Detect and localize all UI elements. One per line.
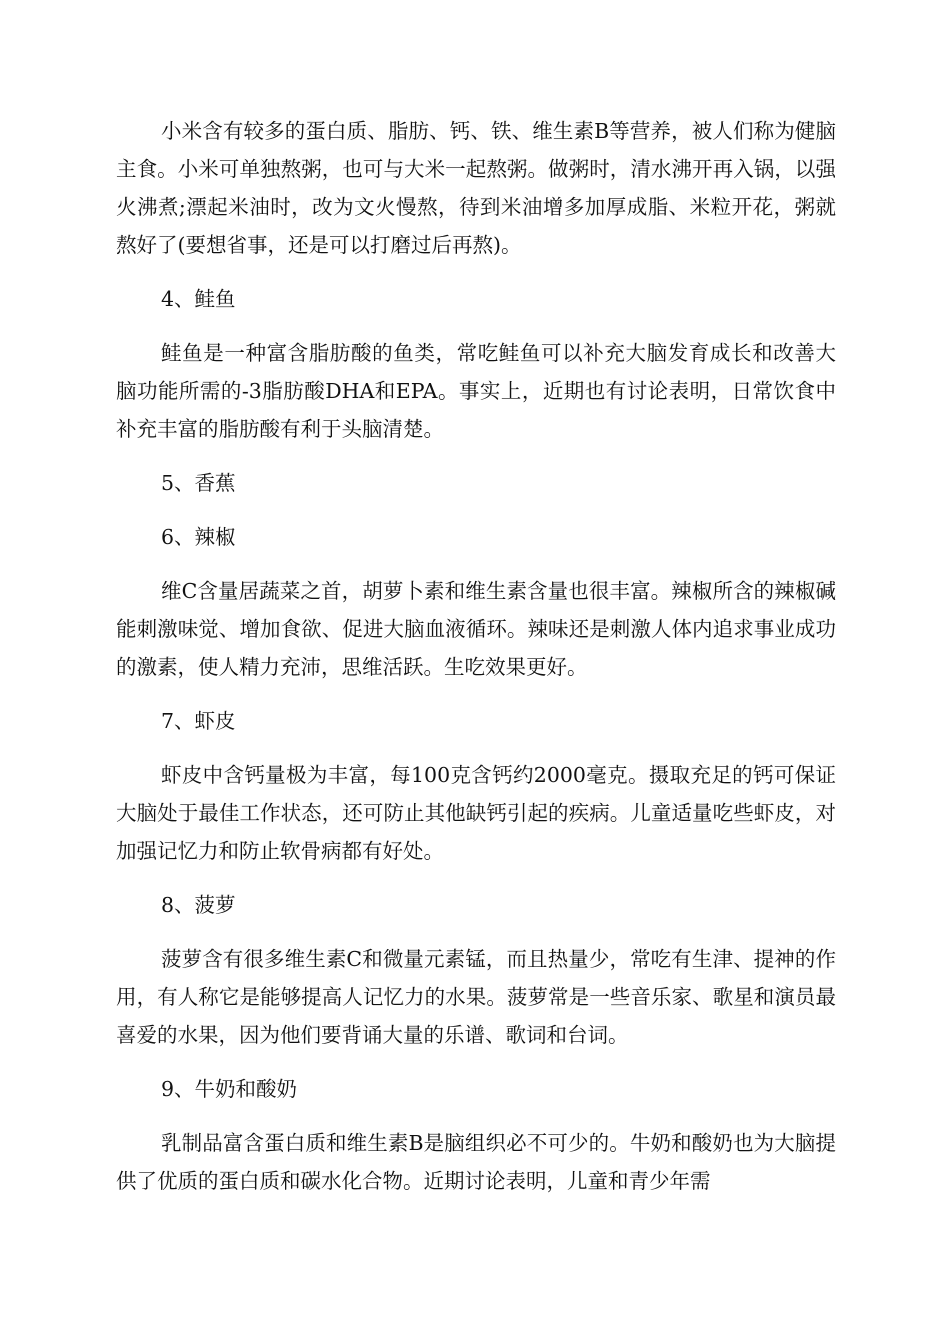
paragraph-chili: 维C含量居蔬菜之首，胡萝卜素和维生素含量也很丰富。辣椒所含的辣椒碱能刺激味觉、增加食欲、促进大脑血液循环。辣味还是刺激人体内追求事业成功的激素，使人精力充沛，思维活跃。生吃效果更好。 xyxy=(116,579,836,679)
heading-banana: 5、香蕉 xyxy=(161,471,236,495)
paragraph-milk-yogurt: 乳制品富含蛋白质和维生素B是脑组织必不可少的。牛奶和酸奶也为大脑提供了优质的蛋白质和碳水化合物。近期讨论表明，儿童和青少年需 xyxy=(116,1131,836,1193)
heading-shrimp-skin: 7、虾皮 xyxy=(161,709,236,733)
heading-salmon: 4、鲑鱼 xyxy=(161,287,236,311)
paragraph-pineapple: 菠萝含有很多维生素C和微量元素锰，而且热量少，常吃有生津、提神的作用，有人称它是能够提高人记忆力的水果。菠萝常是一些音乐家、歌星和演员最喜爱的水果，因为他们要背诵大量的乐谱、歌词和台词。 xyxy=(116,947,836,1047)
paragraph-millet: 小米含有较多的蛋白质、脂肪、钙、铁、维生素B等营养，被人们称为健脑主食。小米可单独熬粥，也可与大米一起熬粥。做粥时，清水沸开再入锅，以强火沸煮;漂起米油时，改为文火慢熬，待到米油增多加厚成脂、米粒开花，粥就熬好了(要想省事，还是可以打磨过后再熬)。 xyxy=(116,119,836,257)
paragraph-shrimp-skin: 虾皮中含钙量极为丰富，每100克含钙约2000毫克。摄取充足的钙可保证大脑处于最佳工作状态，还可防止其他缺钙引起的疾病。儿童适量吃些虾皮，对加强记忆力和防止软骨病都有好处。 xyxy=(116,763,836,863)
heading-chili: 6、辣椒 xyxy=(161,525,236,549)
heading-milk-yogurt: 9、牛奶和酸奶 xyxy=(161,1077,298,1101)
document-page xyxy=(116,112,836,1200)
heading-pineapple: 8、菠萝 xyxy=(161,893,236,917)
paragraph-salmon: 鲑鱼是一种富含脂肪酸的鱼类，常吃鲑鱼可以补充大脑发育成长和改善大脑功能所需的-3脂肪酸DHA和EPA。事实上，近期也有讨论表明，日常饮食中补充丰富的脂肪酸有利于头脑清楚。 xyxy=(116,341,836,441)
